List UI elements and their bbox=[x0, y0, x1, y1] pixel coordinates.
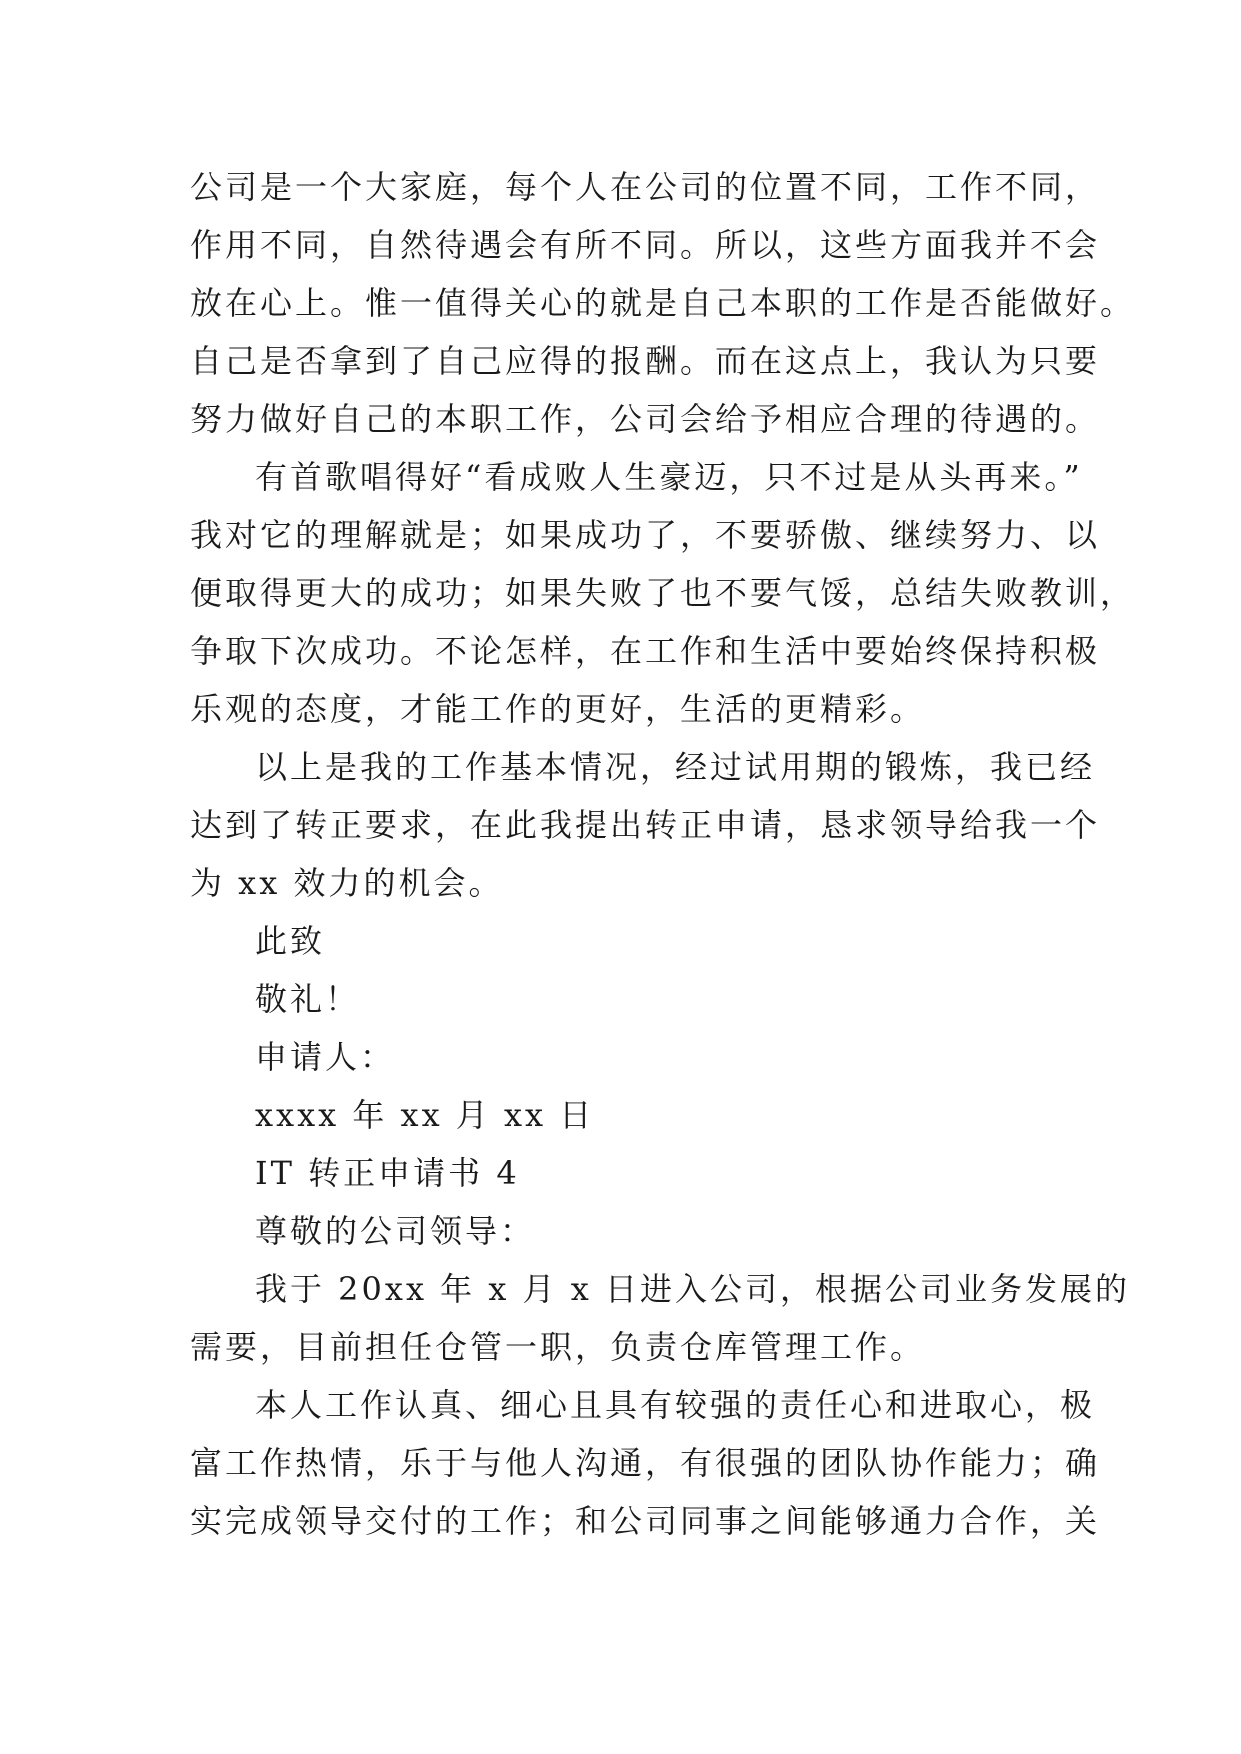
text-line: 放在心上。惟一值得关心的就是自己本职的工作是否能做好。 bbox=[190, 284, 1136, 322]
paragraph-start-line: 有首歌唱得好“看成败人生豪迈，只不过是从头再来。” bbox=[255, 458, 1083, 496]
document-body bbox=[190, 158, 1136, 1550]
section-title: IT 转正申请书 4 bbox=[255, 1154, 520, 1192]
text-line: 需要，目前担任仓管一职，负责仓库管理工作。 bbox=[190, 1328, 926, 1366]
text-line: 作用不同，自然待遇会有所不同。所以，这些方面我并不会 bbox=[190, 226, 1101, 264]
greeting: 尊敬的公司领导： bbox=[255, 1212, 536, 1250]
text-line: 实完成领导交付的工作；和公司同事之间能够通力合作，关 bbox=[190, 1502, 1101, 1540]
applicant-label: 申请人： bbox=[255, 1038, 396, 1076]
text-line: 便取得更大的成功；如果失败了也不要气馁，总结失败教训， bbox=[190, 574, 1136, 612]
paragraph-start-line: 我于 20xx 年 x 月 x 日进入公司，根据公司业务发展的 bbox=[255, 1270, 1130, 1308]
text-line: 我对它的理解就是；如果成功了，不要骄傲、继续努力、以 bbox=[190, 516, 1101, 554]
paragraph-start-line: 本人工作认真、细心且具有较强的责任心和进取心，极 bbox=[255, 1386, 1096, 1424]
text-line: 乐观的态度，才能工作的更好，生活的更精彩。 bbox=[190, 690, 926, 728]
text-line: 自己是否拿到了自己应得的报酬。而在这点上，我认为只要 bbox=[190, 342, 1101, 380]
text-line: 为 xx 效力的机会。 bbox=[190, 864, 504, 902]
text-line: 富工作热情，乐于与他人沟通，有很强的团队协作能力；确 bbox=[190, 1444, 1101, 1482]
paragraph-start-line: 以上是我的工作基本情况，经过试用期的锻炼，我已经 bbox=[255, 748, 1096, 786]
text-line: 争取下次成功。不论怎样，在工作和生活中要始终保持积极 bbox=[190, 632, 1101, 670]
closing-salutation: 此致 bbox=[255, 922, 326, 960]
text-line: 努力做好自己的本职工作，公司会给予相应合理的待遇的。 bbox=[190, 400, 1101, 438]
text-line: 达到了转正要求，在此我提出转正申请，恳求领导给我一个 bbox=[190, 806, 1101, 844]
date-line: xxxx 年 xx 月 xx 日 bbox=[255, 1096, 595, 1134]
text-line: 公司是一个大家庭，每个人在公司的位置不同，工作不同， bbox=[190, 168, 1101, 206]
closing-regards: 敬礼！ bbox=[255, 980, 361, 1018]
